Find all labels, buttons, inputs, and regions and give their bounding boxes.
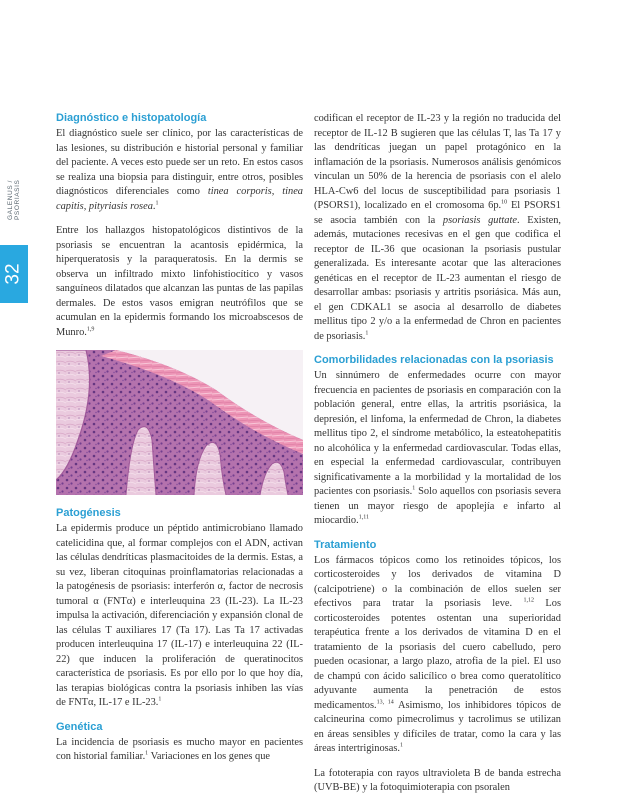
right-column [314,112,561,806]
histology-micrograph [56,350,303,495]
paragraph-diagnostico-1: El diagnóstico suele ser clínico, por las características de las lesiones, su distribución e historial personal y familiar del paciente. A veces esto puede ser un reto. En estos casos se realiza una biopsia para distinguir, entre otros, posibles diagnósticos diferenciales como tinea corporis, tinea capitis, pityriasis rosea.$^1$ [56,128,304,212]
running-head: GALENUS / PSORIASIS [7,179,21,221]
paragraph-genetica-continued: codifican el receptor de IL-23 y la región no traducida del receptor de IL-12 B sugieren que las células T, las Ta 17 y las dendríticas juegan un papel protagónico en la inflamación de la psoriasis. Numerosos análisis genómicos vinculan un 50% de la herencia de psoriasis con el alelo HLA-Cw6 del locus de susceptibilidad para psoriasis 1 (PSORS1), localizado en el cromosoma 6p.$^{10}$ El PSORS1 se asocia también con la psoriasis guttate. Existen, además, mutaciones recesivas en el gen que codifica el receptor de IL-36 que ocasionan la psoriasis pustular generalizada. Es interesante acotar que las alteraciones genéticas en el receptor de IL-23 aumentan el riesgo de desarrollar ambas: psoriasis y artritis psoriásica. Más aun, el gen CDKAL1 se asocia al desarrollo de diabetes mellitus tipo 2 y/o a la enfermedad de Chron en pacientes de psoriasis.$^1$ [314,113,561,342]
left-column [56,112,303,775]
paragraph-genetica: La incidencia de psoriasis es mucho mayor en pacientes con historial familiar.$^1$ Variaciones en los genes que [56,736,303,762]
page-number: 32 [2,263,24,285]
paragraph-tratamiento-1: Los fármacos tópicos como los retinoides tópicos, los corticosteroides y los derivados de vitamina D (calcipotriene) o la combinación de ellos suelen ser efectivos para tratar la psoriasis leve. $^{1,12}$ Los corticosteroides potentes ostentan una superioridad terapéutica frente a los derivados de vitamina D en el tratamiento de la psoriasis del cuero cabelludo, pero pueden ocasionar, a largo plazo, atrofia de la piel. El uso de champú con ácido salicílico o brea como queratolítico adyuvante aumenta la penetración de estos medicamentos.$^{13, 14}$ Asimismo, los inhibidores tópicos de calcineurina como pimecrolimus y tacrolimus se utilizan en áreas sensibles y difíciles de tratar, como la cara y las áreas intertriginosas.$^1$ [314,554,562,754]
paragraph-patogenesis: La epidermis produce un péptido antimicrobiano llamado catelicidina que, al formar complejos con el ADN, activan las células dendríticas plasmacitoides de la dermis. Estas, a su vez, liberan citoquinas proinflamatorias relacionadas a la patogénesis de psoriasis: interferón α, factor de necrosis tumoral α (FNTα) e interleuquina 23 (IL-23). La IL-23 impulsa la activación, diferenciación y expansión clonal de las células T auxiliares 17 (Ta 17). Las Ta 17 activadas producen interleuquina 17 (IL-17) e interleuquina 22 (IL-22) que inducen la proliferación de queratinocitos característica de psoriasis. Es por ello por lo que hoy día, las terapias biológicas contra la psoriasis inhiben las vías de FNTα, IL-17 e IL-23.$^1$ [56,523,303,708]
heading-tratamiento: Tratamiento [314,538,377,551]
page-number-tab [0,245,28,303]
heading-diagnostico: Diagnóstico e histopatología [56,112,207,124]
paragraph-comorbilidades: Un sinnúmero de enfermedades ocurre con mayor frecuencia en pacientes de psoriasis en comparación con la población general, entre ellas, la artritis psoriásica, la depresión, el linfoma, la enfermedad de Chron, la diabetes mellitus tipo 2, el síndrome metabólico, la esteatohepatitis no alcohólica y la enfermedad cardiovascular. Todas ellas, en especial la enfermedad cardiovascular, contribuyen significativamente a la morbilidad y la mortalidad de los pacientes con psoriasis.$^1$ Solo aquellos con psoriasis severa tienen un mayor riesgo de apoplejía e infarto al miocardio.$^{1,11}$ [314,370,561,526]
heading-genetica: Genética [56,720,103,733]
heading-patogenesis: Patogénesis [56,507,121,519]
histopathology-image [56,350,303,495]
heading-comorbilidades: Comorbilidades relacionadas con la psoriasis [314,354,554,366]
paragraph-diagnostico-2: Entre los hallazgos histopatológicos distintivos de la psoriasis se encuentran la acantosis epidérmica, la hiperqueratosis y la paraqueratosis. En la dermis se observa un infiltrado mixto linfohistiocítico y vasos sanguíneos dilatados que alcanzan las puntas de las papilas dermales. De estos vasos emigran neutrófilos que se acumulan en la epidermis formando los microabscesos de Munro.$^{1,9}$ [56,225,303,338]
paragraph-tratamiento-2: La fototerapia con rayos ultravioleta B de banda estrecha (UVB-BE) y la fotoquimioterapia con psoralen [314,767,561,793]
